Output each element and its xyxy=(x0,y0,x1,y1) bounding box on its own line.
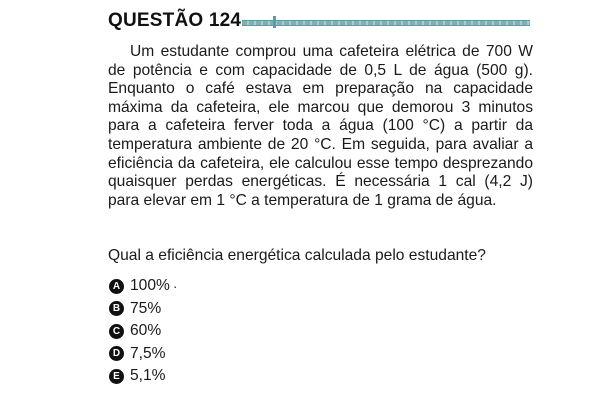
question-stem xyxy=(108,43,533,210)
stray-mark: · xyxy=(172,278,178,295)
question-header xyxy=(108,8,530,36)
option-b[interactable] xyxy=(109,298,178,321)
stem-line: eficiência da cafeteira, ele calculou esse tempo desprezando xyxy=(108,154,533,172)
option-e[interactable] xyxy=(109,365,178,388)
option-letter-badge: C xyxy=(109,324,124,339)
option-letter-badge: E xyxy=(109,369,124,384)
option-letter-badge: B xyxy=(109,301,124,316)
stem-line: de potência e com capacidade de 0,5 L de água (500 g). xyxy=(108,61,533,79)
option-letter-badge: D xyxy=(109,346,124,361)
stem-line: máxima da cafeteira, ele marcou que demorou 3 minutos xyxy=(108,98,533,116)
stem-line: quaisquer perdas energéticas. É necessária 1 cal (4,2 J) xyxy=(108,173,533,191)
option-text: 5,1% xyxy=(130,367,166,385)
option-text: 100% xyxy=(130,277,170,295)
stem-line: Um estudante comprou uma cafeteira elétrica de 700 W xyxy=(130,43,533,60)
stem-line: Enquanto o café estava em preparação na capacidade xyxy=(108,80,533,98)
option-c[interactable] xyxy=(109,320,178,343)
question-prompt: Qual a eficiência energética calculada pelo estudante? xyxy=(108,247,486,264)
stem-line: temperatura ambiente de 20 °C. Em seguida, para avaliar a xyxy=(108,135,533,153)
header-rule-tick xyxy=(273,16,276,28)
question-title: QUESTÃO 124 xyxy=(108,10,242,31)
option-d[interactable] xyxy=(109,343,178,366)
stem-line: para a cafeteira ferver toda a água (100 °C) a partir da xyxy=(108,117,533,135)
answer-options xyxy=(109,275,178,388)
header-rule xyxy=(242,20,530,26)
option-text: 7,5% xyxy=(130,344,166,362)
option-a[interactable] xyxy=(109,275,178,298)
option-text: 60% xyxy=(130,322,162,340)
option-text: 75% xyxy=(130,299,162,317)
stem-line: para elevar em 1 °C a temperatura de 1 grama de água. xyxy=(108,191,497,209)
option-letter-badge: A xyxy=(109,279,124,294)
